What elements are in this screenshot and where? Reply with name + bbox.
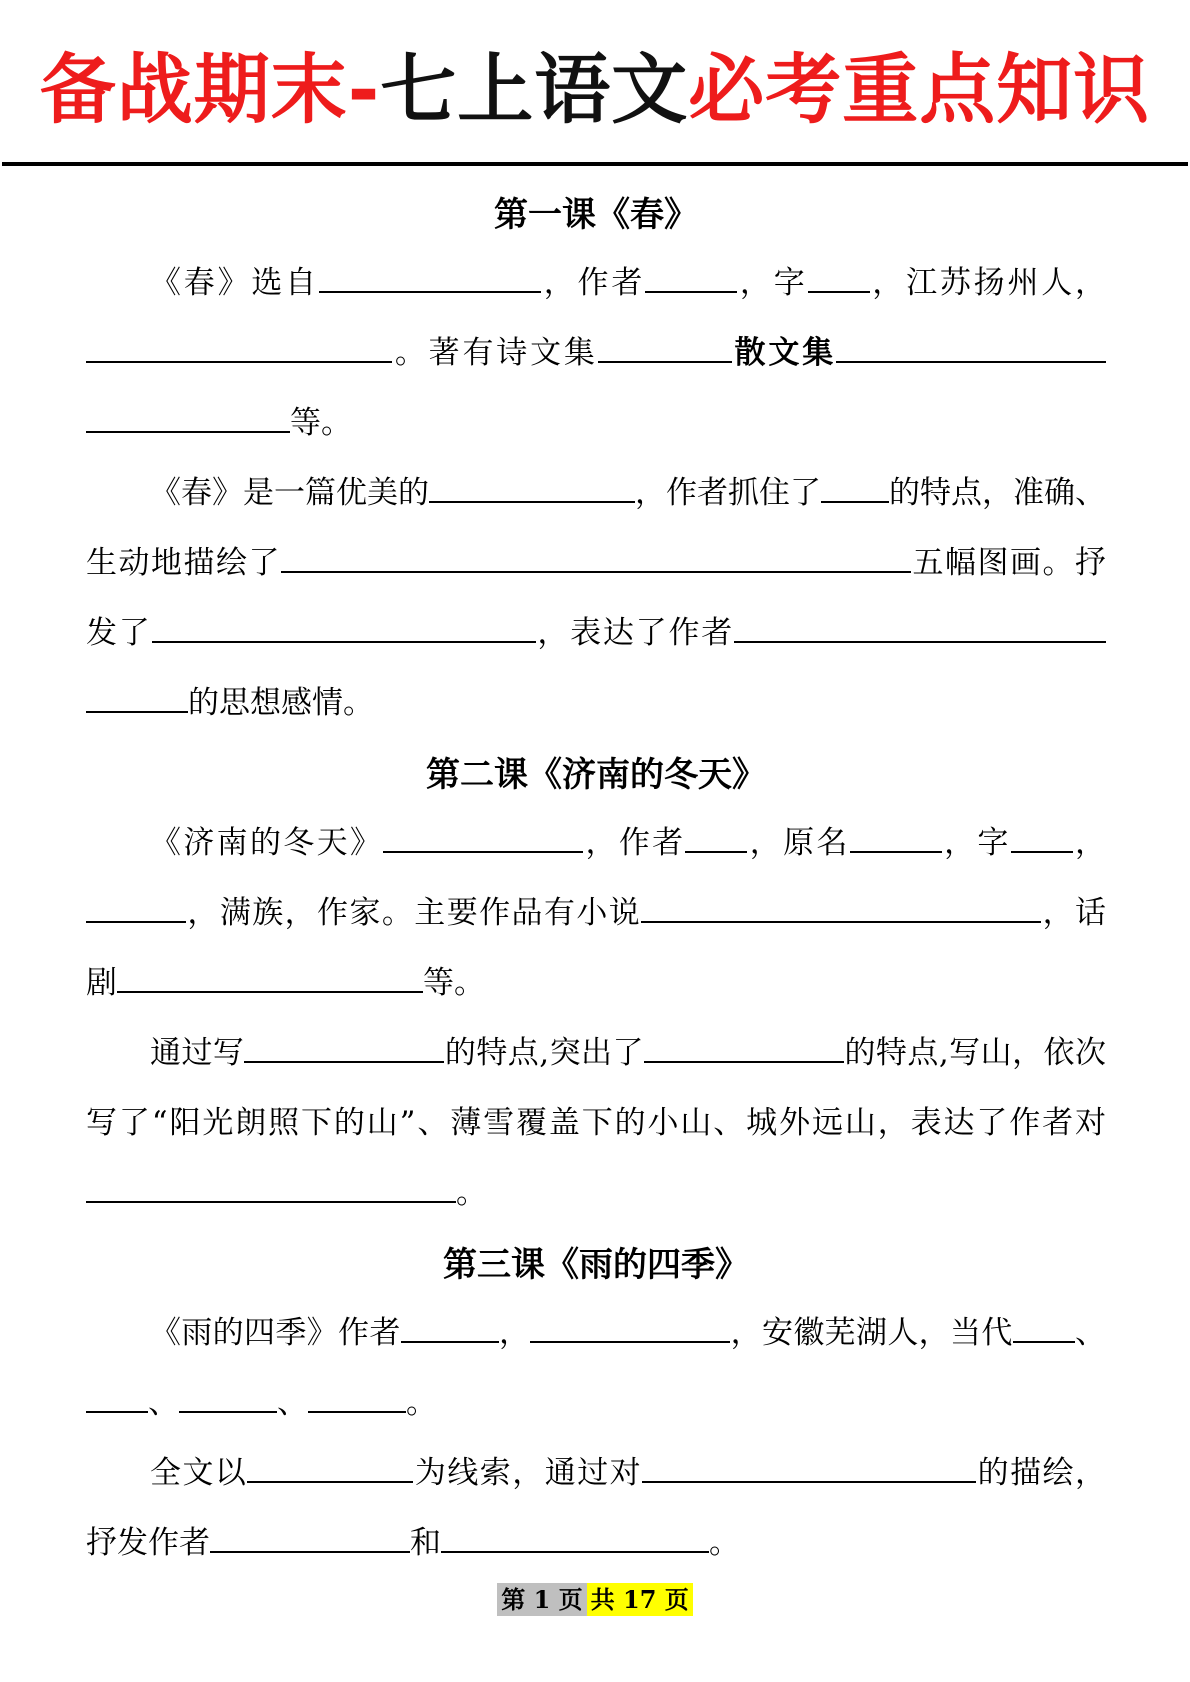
lesson-2-paragraph-1 [86, 808, 1106, 1018]
text: 和 [410, 1525, 441, 1561]
lesson-3-paragraph-2 [86, 1438, 1106, 1578]
fill-blank[interactable] [441, 1521, 709, 1553]
fill-blank[interactable] [86, 1381, 148, 1413]
text: 《济南的冬天》 [150, 825, 384, 861]
header-divider [2, 162, 1188, 166]
fill-blank[interactable] [645, 261, 737, 293]
title-part-2: 七上语文 [380, 45, 689, 134]
text: 的特点,突出了 [444, 1035, 644, 1071]
text: ，字 [941, 825, 1011, 861]
text: ，表达了作者 [535, 615, 735, 651]
text: 。 [456, 1175, 487, 1211]
text: 通过写 [150, 1035, 245, 1071]
text: ，原名 [747, 825, 850, 861]
fill-blank[interactable] [281, 541, 911, 573]
main-title [0, 40, 1190, 140]
fill-blank[interactable] [530, 1311, 730, 1343]
text: 。 [406, 1385, 437, 1421]
fill-blank[interactable] [86, 1171, 456, 1203]
fill-blank[interactable] [641, 891, 1041, 923]
text: ，字 [737, 265, 808, 301]
lesson-1-title: 第一课《春》 [494, 195, 698, 235]
text: 。 [709, 1525, 740, 1561]
title-part-1: 备战期末- [39, 45, 381, 134]
lesson-1-paragraph-1 [86, 248, 1106, 458]
text: 的思想感情。 [188, 685, 374, 721]
text: 《春》选自 [150, 265, 319, 301]
text: ， [498, 1315, 531, 1351]
text: ，作者 [583, 825, 686, 861]
text: 散文集 [731, 335, 837, 371]
lesson-3-paragraph-1 [86, 1298, 1106, 1438]
fill-blank[interactable] [1013, 1311, 1075, 1343]
fill-blank[interactable] [383, 821, 583, 853]
text: ， [1072, 825, 1107, 861]
text: 《雨的四季》作者 [150, 1315, 401, 1351]
lesson-2-title: 第二课《济南的冬天》 [426, 755, 766, 795]
fill-blank[interactable] [821, 471, 889, 503]
fill-blank[interactable] [86, 681, 188, 713]
fill-blank[interactable] [117, 961, 423, 993]
fill-blank[interactable] [429, 471, 635, 503]
text: 。著有诗文集 [392, 335, 598, 371]
page-number: 第 1 页 [497, 1583, 586, 1616]
fill-blank[interactable] [401, 1311, 499, 1343]
fill-blank[interactable] [836, 331, 1106, 363]
fill-blank[interactable] [808, 261, 870, 293]
fill-blank[interactable] [86, 401, 290, 433]
lesson-2-paragraph-2 [86, 1018, 1106, 1228]
text: ，满族，作家。主要作品有小说 [186, 895, 642, 931]
fill-blank[interactable] [244, 1031, 444, 1063]
text: 等。 [423, 965, 485, 1001]
fill-blank[interactable] [86, 891, 186, 923]
page-total: 共 17 页 [587, 1583, 693, 1616]
text: 《春》是一篇优美的 [150, 475, 429, 511]
text: ，作者抓住了 [635, 475, 821, 511]
text: 为线索，通过对 [413, 1455, 643, 1491]
fill-blank[interactable] [308, 1381, 406, 1413]
text: 等。 [290, 405, 352, 441]
fill-blank[interactable] [179, 1381, 277, 1413]
fill-blank[interactable] [210, 1521, 410, 1553]
text: 、 [277, 1385, 308, 1421]
text: 五幅图画。抒发了 [86, 545, 1106, 651]
text: ，安徽芜湖人，当代 [730, 1315, 1013, 1351]
title-part-3: 必考重点知识 [688, 45, 1151, 134]
fill-blank[interactable] [734, 611, 1106, 643]
text: ，江苏扬州人， [869, 265, 1107, 301]
fill-blank[interactable] [247, 1451, 413, 1483]
text: 的描绘，抒发作者 [86, 1455, 1107, 1561]
fill-blank[interactable] [319, 261, 541, 293]
fill-blank[interactable] [850, 821, 942, 853]
lesson-1-paragraph-2 [86, 458, 1106, 738]
fill-blank[interactable] [685, 821, 747, 853]
text: 、 [148, 1385, 179, 1421]
fill-blank[interactable] [644, 1031, 844, 1063]
fill-blank[interactable] [1011, 821, 1073, 853]
page-footer [0, 1580, 1190, 1615]
text: 、 [1074, 1315, 1107, 1351]
fill-blank[interactable] [642, 1451, 976, 1483]
text: 全文以 [150, 1455, 248, 1491]
text: ，话剧 [86, 895, 1107, 1001]
worksheet-content [86, 178, 1106, 1578]
lesson-3-title: 第三课《雨的四季》 [443, 1245, 749, 1285]
text: 的特点，准确、生动地描绘了 [86, 475, 1106, 581]
text: ，作者 [540, 265, 646, 301]
text: 的特点,写山，依次写了“阳光朗照下的山”、薄雪覆盖下的小山、城外远山，表达了作者对 [86, 1035, 1107, 1141]
fill-blank[interactable] [152, 611, 536, 643]
fill-blank[interactable] [598, 331, 732, 363]
fill-blank[interactable] [86, 331, 392, 363]
page-header [0, 0, 1190, 170]
